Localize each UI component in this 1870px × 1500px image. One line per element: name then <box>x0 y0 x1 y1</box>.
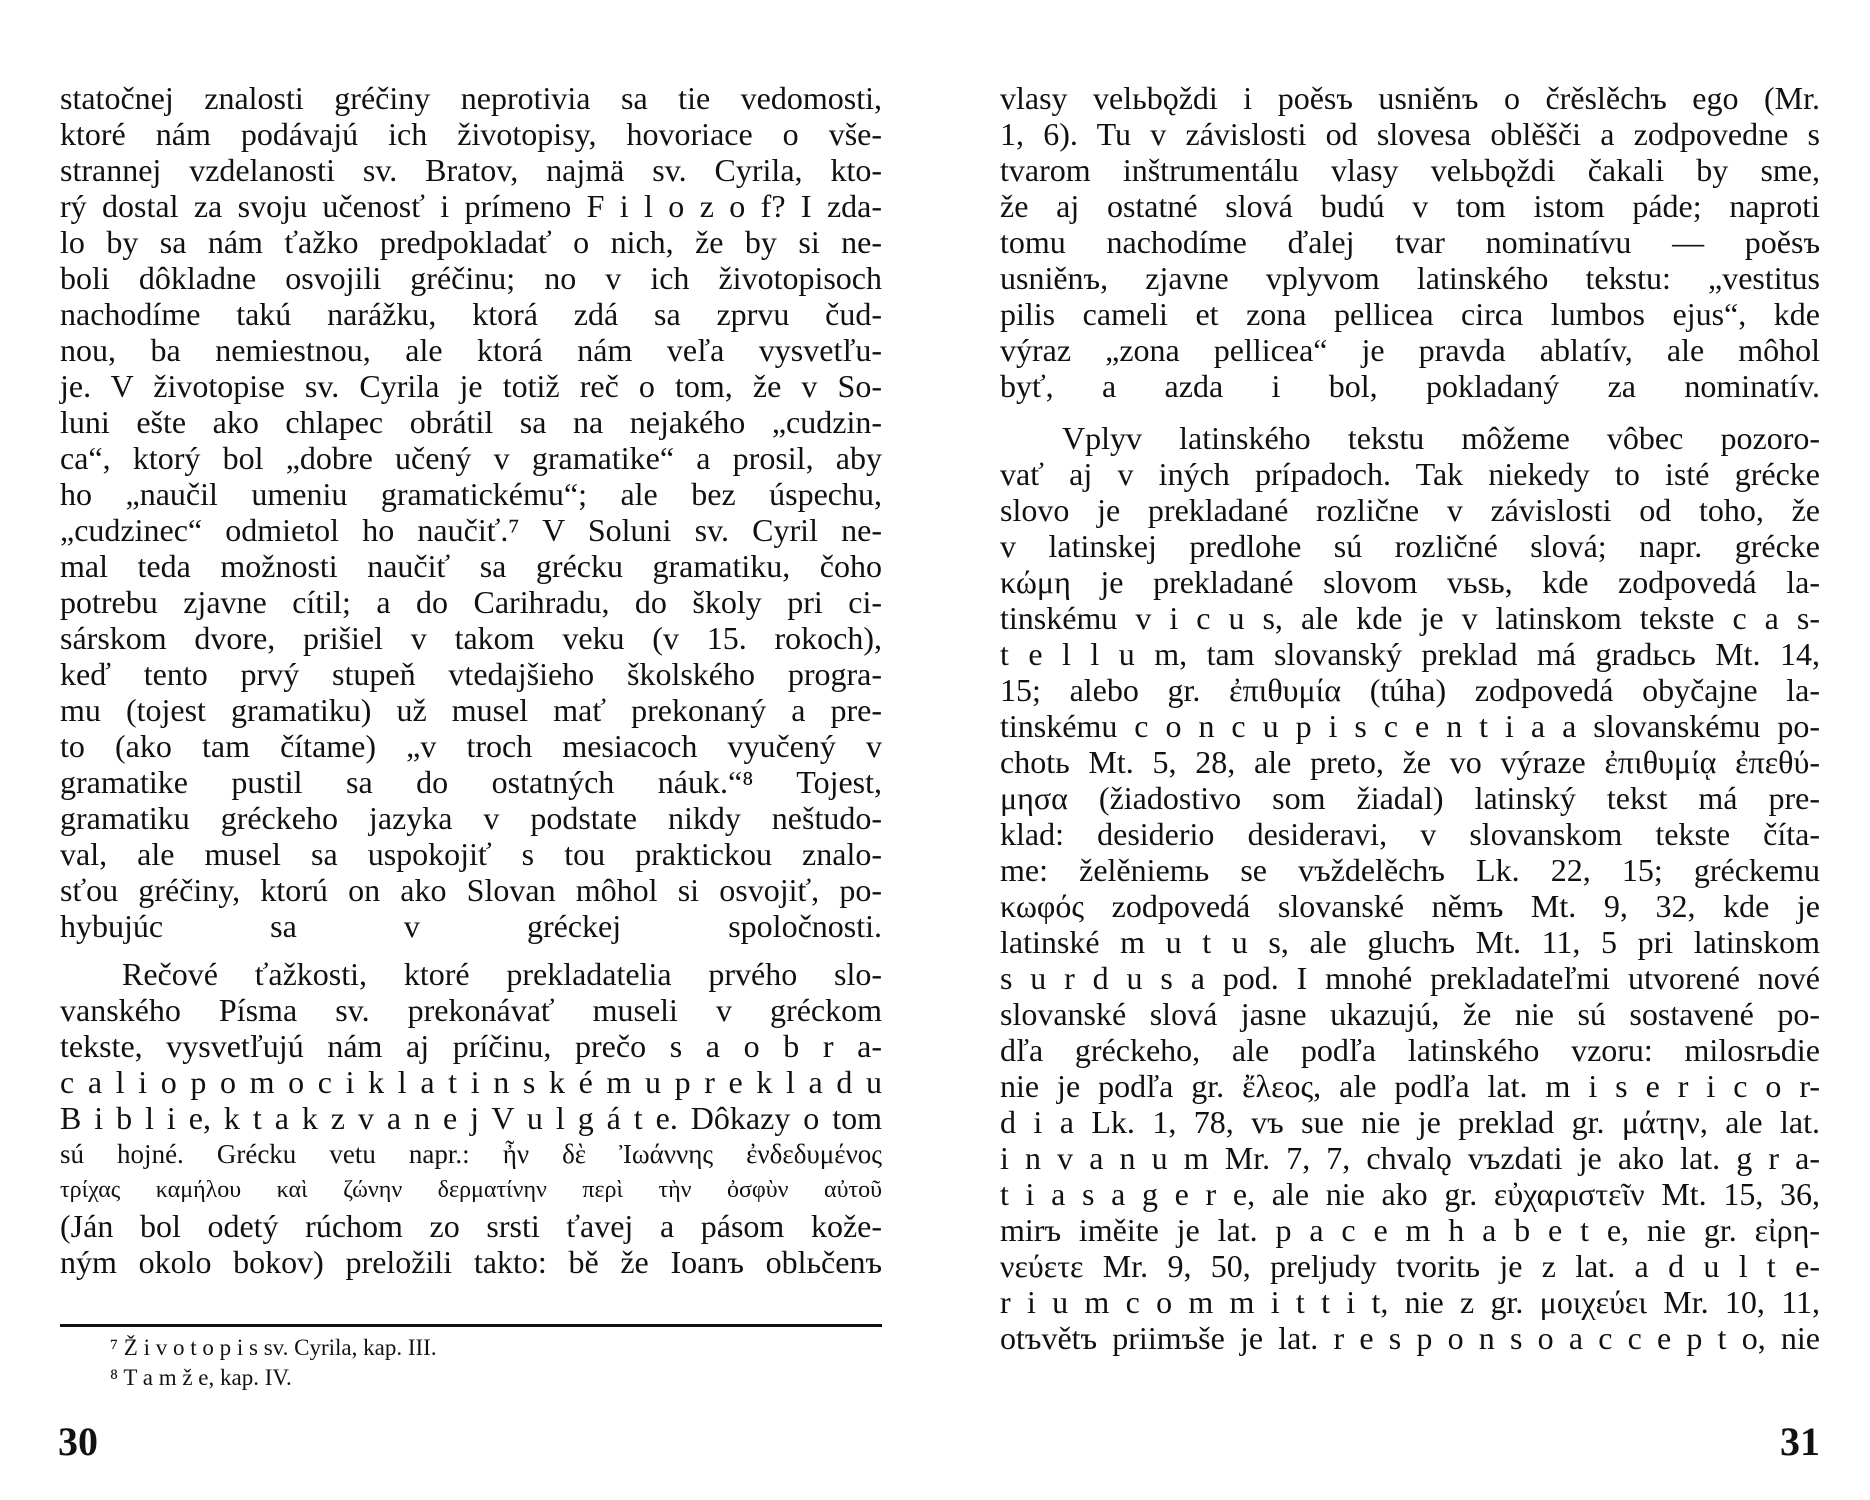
text-line: to (ako tam čítame) „v troch mesiacoch vyučený v <box>60 728 882 764</box>
text-line: mirъ iměite je lat. p a c e m h a b e t e, nie gr. εἰρη- <box>1000 1212 1820 1248</box>
text-line: „cudzinec“ odmietol ho naučiť.⁷ V Soluni sv. Cyril ne- <box>60 512 882 548</box>
text-line: ktoré nám podávajú ich životopisy, hovoriace o vše- <box>60 116 882 152</box>
text-line: 15; alebo gr. ἐπιθυμία (túha) zodpovedá obyčajne la- <box>1000 672 1820 708</box>
page-number: 30 <box>58 1419 98 1464</box>
footnote-rule <box>60 1324 882 1327</box>
text-line: mu (tojest gramatiku) už musel mať prekonaný a pre- <box>60 692 882 728</box>
greek-quote-line: sú hojné. Grécku vetu napr.: ἦν δὲ Ἰωάννης ἐνδεδυμένος <box>60 1139 882 1169</box>
paragraph-start-line: Vplyv latinského tekstu môžeme vôbec pozoro- <box>1062 420 1820 456</box>
paragraph-start-line: Rečové ťažkosti, ktoré prekladatelia prvého slo- <box>122 956 882 992</box>
text-line: hybujúc sa v gréckej spoločnosti. <box>60 908 882 944</box>
text-line: vať aj v iných prípadoch. Tak niekedy to isté grécke <box>1000 456 1820 492</box>
text-line: byť, a azda i bol, pokladaný za nominatív. <box>1000 368 1820 404</box>
text-line: vanského Písma sv. prekonávať museli v gréckom <box>60 992 882 1028</box>
text-line: sťou gréčiny, ktorú on ako Slovan môhol si osvojiť, po- <box>60 872 882 908</box>
text-line: v latinskej predlohe sú rozličné slová; napr. grécke <box>1000 528 1820 564</box>
text-line: usniěnъ, zjavne vplyvom latinského tekstu: „vestitus <box>1000 260 1820 296</box>
text-line: výraz „zona pellicea“ je pravda ablatív, ale môhol <box>1000 332 1820 368</box>
text-line: d i a Lk. 1, 78, vъ sue nie je preklad gr. μάτην, ale lat. <box>1000 1104 1820 1140</box>
text-line: že aj ostatné slová budú v tom istom páde; naproti <box>1000 188 1820 224</box>
text-line: lo by sa nám ťažko predpokladať o nich, že by si ne- <box>60 224 882 260</box>
text-line: κωφός zodpovedá slovanské němъ Mt. 9, 32, kde je <box>1000 888 1820 924</box>
text-line: chotь Mt. 5, 28, ale preto, že vo výraze ἐπιθυμίᾳ ἐπεθύ- <box>1000 744 1820 780</box>
text-line: otъvětъ priimъše je lat. r e s p o n s o a c c e p t o, nie <box>1000 1320 1820 1356</box>
text-line: tinskému c o n c u p i s c e n t i a a slovanskému po- <box>1000 708 1820 744</box>
page-number: 31 <box>1780 1419 1820 1464</box>
text-line: luni ešte ako chlapec obrátil sa na nejakého „cudzin- <box>60 404 882 440</box>
text-line: tekste, vysvetľujú nám aj príčinu, prečo s a o b r a- <box>60 1028 882 1064</box>
footnote-8: ⁸ T a m ž e, kap. IV. <box>110 1365 292 1390</box>
text-line: nie je podľa gr. ἔλεος, ale podľa lat. m i s e r i c o r- <box>1000 1068 1820 1104</box>
text-line: κώμη je prekladané slovom vьsь, kde zodpovedá la- <box>1000 564 1820 600</box>
text-line: tvarom inštrumentálu vlasy velьbǫždi čakali by sme, <box>1000 152 1820 188</box>
text-line: potrebu zjavne cítil; a do Carihradu, do školy pri ci- <box>60 584 882 620</box>
text-line: je. V životopise sv. Cyrila je totiž reč o tom, že v So- <box>60 368 882 404</box>
text-line: r i u m c o m m i t t i t, nie z gr. μοιχεύει Mr. 10, 11, <box>1000 1284 1820 1320</box>
text-line: ca“, ktorý bol „dobre učený v gramatike“ a prosil, aby <box>60 440 882 476</box>
text-line: me: želěniemь se vъždelěchъ Lk. 22, 15; gréckemu <box>1000 852 1820 888</box>
text-line: νεύετε Mr. 9, 50, preljudy tvoritь je z lat. a d u l t e- <box>1000 1248 1820 1284</box>
text-line: t e l l u m, tam slovanský preklad má gradьcь Mt. 14, <box>1000 636 1820 672</box>
text-line: tinskému v i c u s, ale kde je v latinskom tekste c a s- <box>1000 600 1820 636</box>
text-line: nachodíme takú narážku, ktorá zdá sa zprvu čud- <box>60 296 882 332</box>
text-line: c a l i o p o m o c i k l a t i n s k é m u p r e k l a d u <box>60 1064 882 1100</box>
text-line: t i a s a g e r e, ale nie ako gr. εὐχαριστεῖν Mt. 15, 36, <box>1000 1176 1820 1212</box>
text-line: i n v a n u m Mr. 7, 7, chvalǫ vъzdati je ako lat. g r a- <box>1000 1140 1820 1176</box>
text-line: ným okolo bokov) preložili takto: bě že Ioanъ oblьčenъ <box>60 1244 882 1280</box>
text-line: mal teda možnosti naučiť sa grécku gramatiku, čoho <box>60 548 882 584</box>
text-line: slovanské slová jasne ukazujú, že nie sú sostavené po- <box>1000 996 1820 1032</box>
text-line: statočnej znalosti gréčiny neprotivia sa tie vedomosti, <box>60 80 882 116</box>
text-line: ho „naučil umeniu gramatickému“; ale bez úspechu, <box>60 476 882 512</box>
text-line: boli dôkladne osvojili gréčinu; no v ich životopisoch <box>60 260 882 296</box>
text-line: 1, 6). Tu v závislosti od slovesa oblěšči a zodpovedne s <box>1000 116 1820 152</box>
text-line: μησα (žiadostivo som žiadal) latinský tekst má pre- <box>1000 780 1820 816</box>
text-line: val, ale musel sa uspokojiť s tou praktickou znalo- <box>60 836 882 872</box>
text-line: rý dostal za svoju učenosť i prímeno F i l o z o f? I zda- <box>60 188 882 224</box>
right-page <box>935 0 1870 1500</box>
text-line: (Ján bol odetý rúchom zo srsti ťavej a pásom kože- <box>60 1208 882 1244</box>
text-line: gramatike pustil sa do ostatných náuk.“⁸ Tojest, <box>60 764 882 800</box>
text-line: tomu nachodíme ďalej tvar nominatívu — poěsъ <box>1000 224 1820 260</box>
text-line: pilis cameli et zona pellicea circa lumbos ejus“, kde <box>1000 296 1820 332</box>
text-line: gramatiku gréckeho jazyka v podstate nikdy neštudo- <box>60 800 882 836</box>
text-line: sárskom dvore, prišiel v takom veku (v 15. rokoch), <box>60 620 882 656</box>
footnote-7: ⁷ Ž i v o t o p i s sv. Cyrila, kap. III. <box>110 1335 437 1360</box>
text-line: dľa gréckeho, ale podľa latinského vzoru: milosrьdie <box>1000 1032 1820 1068</box>
greek-quote-line: τρίχας καμήλου καὶ ζώνην δερματίνην περὶ τὴν ὀσφὺν αὐτοῦ <box>60 1177 882 1203</box>
text-line: latinské m u t u s, ale gluchъ Mt. 11, 5 pri latinskom <box>1000 924 1820 960</box>
text-line: vlasy velьbǫždi i poěsъ usniěnъ o črěslěchъ ego (Mr. <box>1000 80 1820 116</box>
text-line: nou, ba nemiestnou, ale ktorá nám veľa vysvetľu- <box>60 332 882 368</box>
text-line: klad: desiderio desideravi, v slovanskom tekste číta- <box>1000 816 1820 852</box>
text-line: slovo je prekladané rozlične v závislosti od toho, že <box>1000 492 1820 528</box>
text-line: B i b l i e, k t a k z v a n e j V u l g á t e. Dôkazy o tom <box>60 1100 882 1136</box>
text-line: keď tento prvý stupeň vtedajšieho školského progra- <box>60 656 882 692</box>
text-line: s u r d u s a pod. I mnohé prekladateľmi utvorené nové <box>1000 960 1820 996</box>
text-line: strannej vzdelanosti sv. Bratov, najmä sv. Cyrila, kto- <box>60 152 882 188</box>
